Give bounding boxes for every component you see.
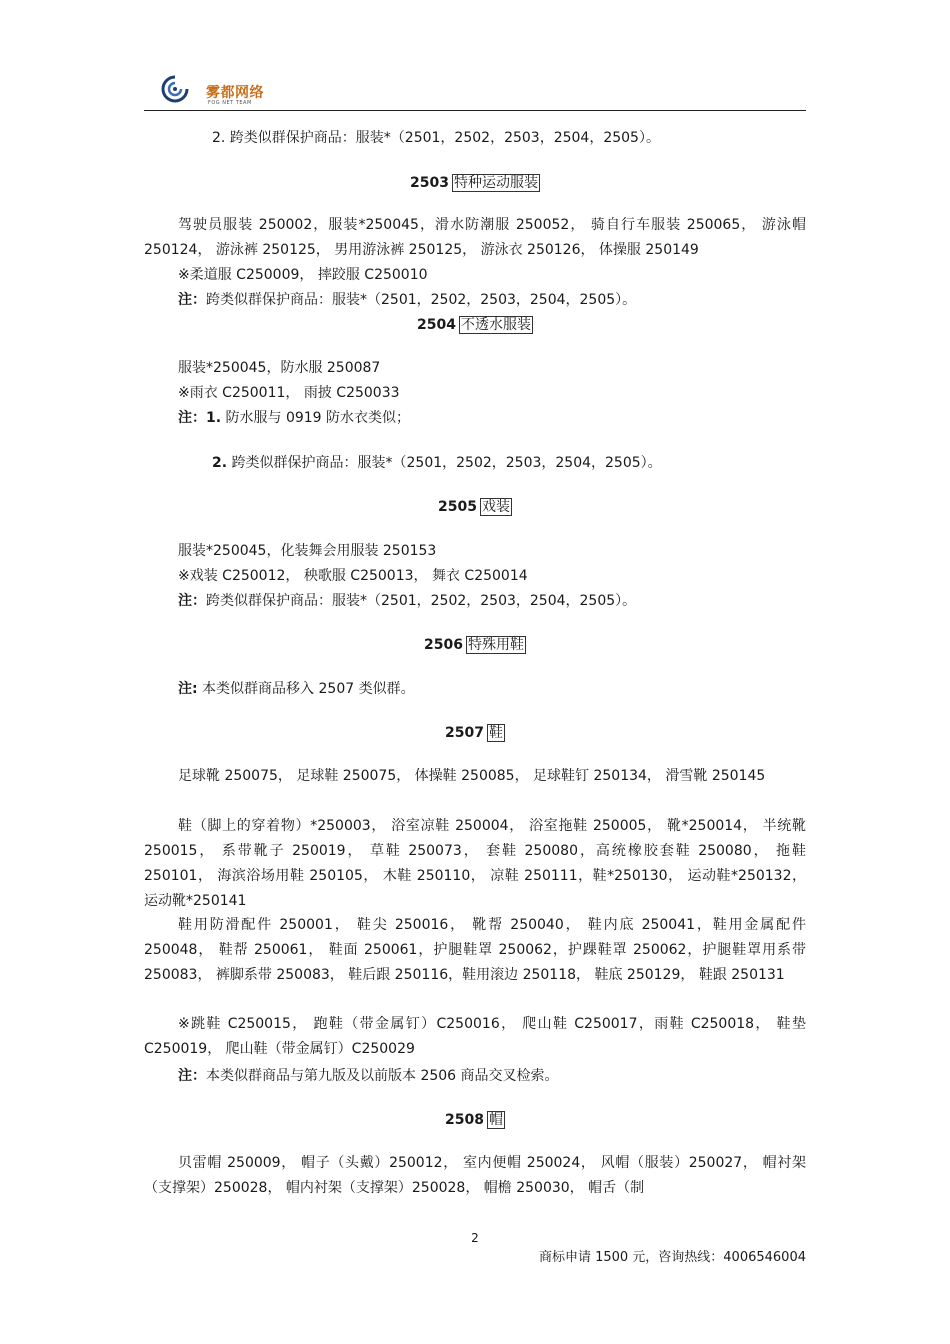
section-heading-2505: 2505 戏装 (438, 499, 510, 515)
section-heading-2508: 2508 帽 (445, 1112, 503, 1128)
section-2507-items-1: 足球靴 250075， 足球鞋 250075， 体操鞋 250085， 足球鞋钉 250134， 滑雪靴 250145 (178, 768, 766, 784)
logo-text: 雾都网络 (206, 85, 264, 101)
logo-subtitle: FOG NET TEAM (208, 100, 252, 106)
section-heading-2503: 2503 特种运动服装 (410, 175, 538, 191)
section-heading-2507: 2507 鞋 (445, 725, 503, 741)
section-2508-items: 贝雷帽 250009， 帽子（头戴）250012， 室内便帽 250024， 风帽（服装）250027， 帽衬架（支撑架）250028， 帽内衬架（支撑架）250028， 帽檐 250030， 帽舌（制 (144, 1155, 806, 1196)
page-number: 2 (471, 1231, 479, 1245)
page-header (144, 68, 806, 111)
section-2504-items: 服装*250045，防水服 250087 (178, 360, 381, 376)
logo (160, 74, 264, 106)
section-heading-2506: 2506 特殊用鞋 (424, 637, 524, 653)
section-2506-note: 注: 本类似群商品移入 2507 类似群。 (178, 681, 415, 697)
footer-contact: 商标申请 1500 元，咨询热线：4006546004 (538, 1250, 806, 1265)
section-2503-items: 驾驶员服装 250002，服装*250045，滑水防潮服 250052， 骑自行车服装 250065， 游泳帽 250124， 游泳裤 250125， 男用游泳裤 250125， 游泳衣 250126， 体操服 250149 (144, 217, 806, 258)
section-2507-items-2: 鞋（脚上的穿着物）*250003， 浴室凉鞋 250004， 浴室拖鞋 250005， 靴*250014， 半统靴 250015， 系带靴子 250019， 草鞋 250073， 套鞋 250080，高统橡胶套鞋 250080， 拖鞋 250101， 海滨浴场用鞋 250105， 木鞋 250110， 凉鞋 250111，鞋*250130， 运动鞋*250132， 运动靴*250141 (144, 818, 806, 909)
section-2505-note: 注：跨类似群保护商品：服装*（2501，2502，2503，2504，2505）。 (178, 593, 637, 609)
section-2504-special-items: ※雨衣 C250011， 雨披 C250033 (178, 385, 400, 401)
section-2507-special-items: ※跳鞋 C250015， 跑鞋（带金属钉）C250016， 爬山鞋 C250017，雨鞋 C250018， 鞋垫 C250019， 爬山鞋（带金属钉）C250029 (144, 1016, 806, 1057)
logo-icon (160, 74, 190, 104)
section-2505-special-items: ※戏装 C250012， 秧歌服 C250013， 舞衣 C250014 (178, 568, 528, 584)
section-2505-items: 服装*250045，化装舞会用服装 250153 (178, 543, 437, 559)
section-heading-2504: 2504 不透水服装 (417, 317, 531, 333)
section-2504-note-1: 注：1. 防水服与 0919 防水衣类似； (178, 410, 411, 426)
section-2503-special-items: ※柔道服 C250009， 摔跤服 C250010 (178, 267, 428, 283)
note-line: 2. 跨类似群保护商品：服装*（2501，2502，2503，2504，2505）。 (212, 130, 660, 146)
section-2507-items-3: 鞋用防滑配件 250001， 鞋尖 250016， 靴帮 250040， 鞋内底 250041，鞋用金属配件 250048， 鞋帮 250061， 鞋面 250061，护腿鞋罩 250062，护踝鞋罩 250062，护腿鞋罩用系带 250083， 裤脚系带 250083， 鞋后跟 250116，鞋用滚边 250118， 鞋底 250129， 鞋跟 250131 (144, 917, 806, 983)
section-2504-note-2: 2. 跨类似群保护商品：服装*（2501，2502，2503，2504，2505）。 (212, 455, 662, 471)
section-2507-note: 注：本类似群商品与第九版及以前版本 2506 商品交叉检索。 (178, 1068, 559, 1084)
section-2503-note: 注：跨类似群保护商品：服装*（2501，2502，2503，2504，2505）。 (178, 292, 637, 308)
